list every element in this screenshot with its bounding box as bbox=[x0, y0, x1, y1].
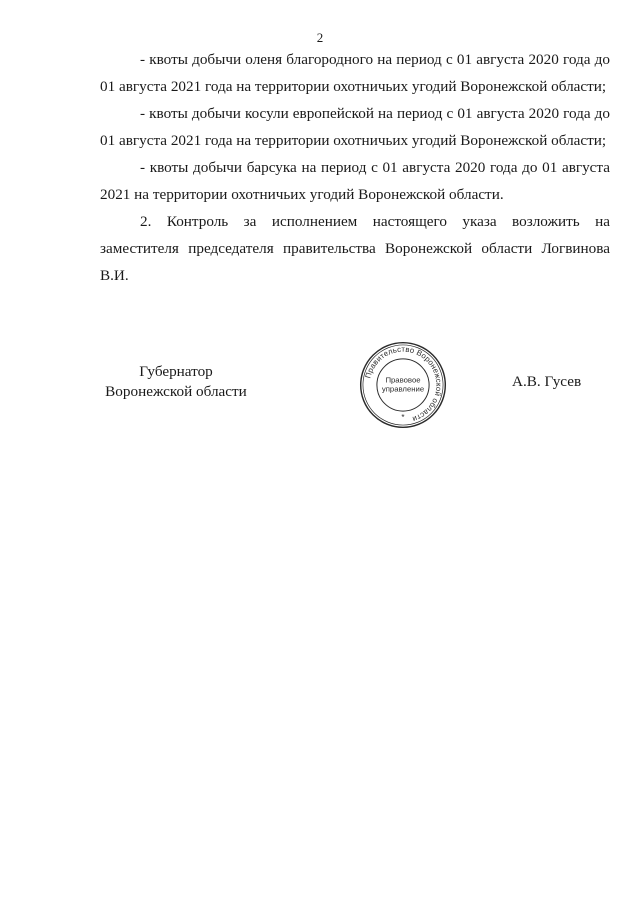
signatory-title bbox=[96, 362, 256, 402]
stamp-center-line1: Правовое bbox=[385, 375, 421, 385]
stamp-center-line2: управление bbox=[381, 384, 425, 394]
paragraph-quota-red-deer: - квоты добычи оленя благородного на период с 01 августа 2020 года до 01 августа 2021 года на территории охотничьих угодий Воронежской области; bbox=[100, 51, 610, 95]
paragraph-quota-roe-deer: - квоты добычи косули европейской на период с 01 августа 2020 года до 01 августа 2021 года на территории охотничьих угодий Воронежской области; bbox=[100, 105, 610, 149]
paragraph-control-clause: 2. Контроль за исполнением настоящего указа возложить на заместителя председателя правительства Воронежской области Логвинова В.И. bbox=[100, 213, 610, 284]
stamp-star-icon: * bbox=[401, 413, 405, 423]
signatory-title-line2: Воронежской области bbox=[105, 383, 247, 400]
page-number: 2 bbox=[316, 30, 324, 45]
official-stamp bbox=[358, 340, 448, 430]
signatory-name: А.В. Гусев bbox=[512, 373, 582, 390]
signatory-title-line1: Губернатор bbox=[139, 363, 213, 380]
stamp-seal-icon bbox=[358, 340, 448, 430]
stamp-ring-text: Правительство Воронежской области bbox=[363, 344, 444, 424]
paragraph-quota-badger: - квоты добычи барсука на период с 01 августа 2020 года до 01 августа 2021 на территории охотничьих угодий Воронежской области. bbox=[100, 159, 610, 203]
